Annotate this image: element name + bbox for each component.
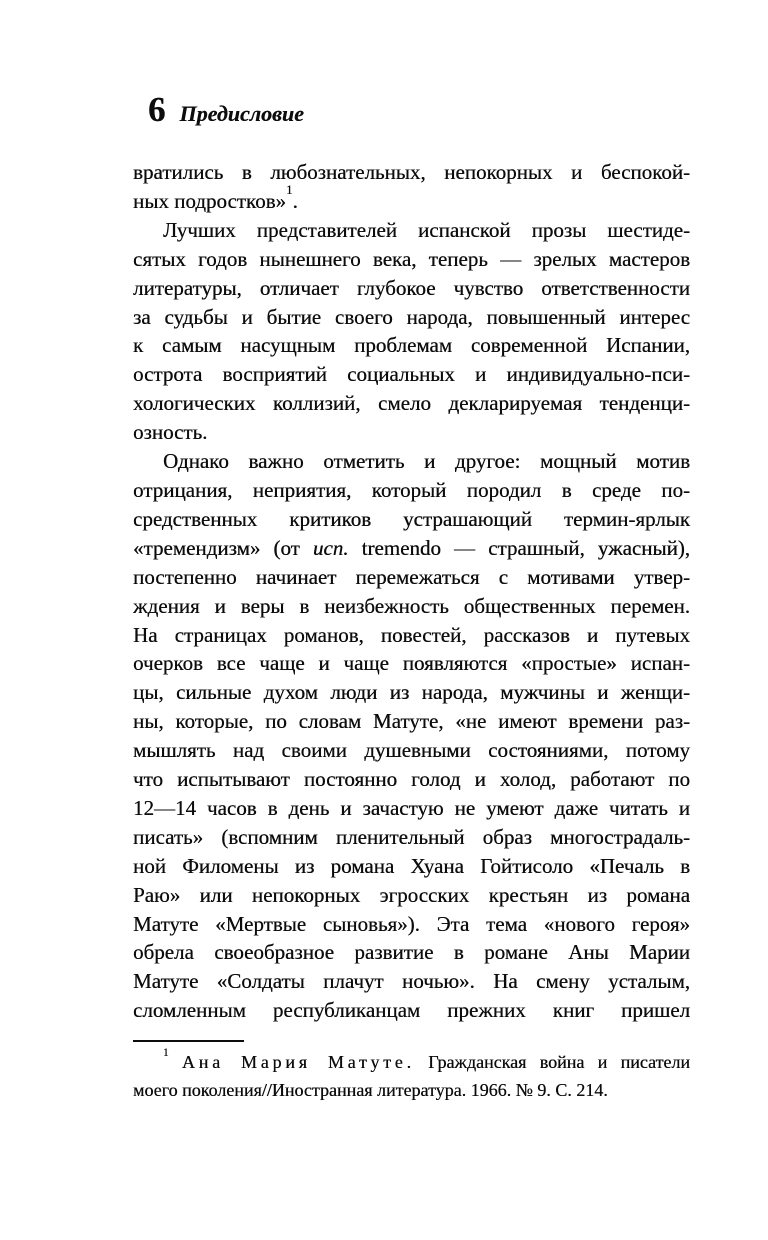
page-header	[148, 92, 304, 127]
text-segment: хологических коллизий, смело декларируемая тенденци-	[133, 391, 690, 416]
text-segment: Лучших представителей испанской прозы шестиде-	[163, 217, 690, 242]
text-segment: На страницах романов, повестей, рассказов и путевых	[133, 622, 690, 647]
text-line	[133, 910, 690, 939]
text-segment: ны, которые, по словам Матуте, «не имеют времени раз-	[133, 709, 690, 734]
text-line	[133, 1077, 690, 1105]
text-segment: Матуте «Мертвые сыновья»). Эта тема «нового героя»	[133, 911, 690, 936]
text-segment: постепенно начинает перемежаться с мотивами утвер-	[133, 564, 690, 589]
text-segment: ждения и веры в неизбежность общественных перемен.	[133, 593, 690, 618]
text-segment: писать» (вспомним пленительный образ многострадаль-	[133, 824, 690, 849]
text-line	[133, 534, 690, 563]
text-line	[133, 678, 690, 707]
text-segment: что испытывают постоянно голод и холод, работают по	[133, 767, 690, 792]
text-line	[133, 707, 690, 736]
text-line	[133, 765, 690, 794]
text-segment: «тремендизм» (от	[133, 535, 313, 560]
footnote-separator	[133, 1040, 244, 1042]
text-segment: Ана Мария Матуте.	[181, 1052, 415, 1072]
text-segment: озность.	[133, 420, 208, 445]
text-segment: средственных критиков устрашающий термин-ярлык	[133, 506, 690, 531]
text-line	[133, 389, 690, 418]
text-segment: очерков все чаще и чаще появляются «простые» испан-	[133, 651, 690, 676]
text-line	[133, 331, 690, 360]
text-line	[133, 274, 690, 303]
text-line	[133, 360, 690, 389]
running-title: Предисловие	[179, 101, 304, 126]
text-segment: сятых годов нынешнего века, теперь — зрелых мастеров	[133, 246, 690, 271]
text-line	[133, 852, 690, 881]
text-segment: Однако важно отметить и другое: мощный мотив	[163, 449, 690, 474]
page-number: 6	[148, 90, 166, 129]
text-line	[133, 938, 690, 967]
text-line	[133, 736, 690, 765]
text-line	[133, 476, 690, 505]
text-line	[133, 418, 690, 447]
text-segment: обрела своеобразное развитие в романе Аны Марии	[133, 940, 690, 965]
text-line	[133, 447, 690, 476]
text-segment: 12—14 часов в день и зачастую не умеют даже читать и	[133, 795, 690, 820]
text-line	[133, 158, 690, 187]
text-line	[133, 649, 690, 678]
text-segment	[169, 1052, 182, 1072]
text-segment: отрицания, неприятия, который породил в среде по-	[133, 477, 690, 502]
text-segment: Раю» или непокорных эгросских крестьян из романа	[133, 882, 690, 907]
text-line	[133, 967, 690, 996]
text-segment: моего поколения//Иностранная литература. 1966. № 9. С. 214.	[133, 1079, 608, 1100]
text-line	[133, 1046, 690, 1077]
text-segment: за судьбы и бытие своего народа, повышенный интерес	[133, 304, 690, 329]
footnote-reference: 1	[286, 182, 293, 198]
footnote	[133, 1046, 690, 1104]
text-segment: ных подростков»	[133, 188, 286, 213]
text-segment: исп.	[312, 535, 349, 560]
text-segment: к самым насущным проблемам современной Испании,	[133, 333, 690, 358]
text-segment: Гражданская война и писатели	[414, 1052, 690, 1072]
text-line	[133, 592, 690, 621]
text-line	[133, 505, 690, 534]
text-line	[133, 996, 690, 1025]
text-line	[133, 182, 690, 216]
text-line	[133, 621, 690, 650]
text-line	[133, 216, 690, 245]
text-segment: острота восприятий социальных и индивидуально-пси-	[133, 362, 690, 387]
text-segment: цы, сильные духом люди из народа, мужчины и женщи-	[133, 680, 690, 705]
text-line	[133, 881, 690, 910]
text-segment: ной Филомены из романа Хуана Гойтисоло «Печаль в	[133, 853, 690, 878]
text-line	[133, 245, 690, 274]
text-segment: .	[292, 188, 298, 213]
text-segment: мышлять над своими душевными состояниями, потому	[133, 738, 690, 763]
text-segment: вратились в любознательных, непокорных и беспокой-	[133, 160, 690, 184]
text-segment: Матуте «Солдаты плачут ночью». На смену усталым,	[133, 969, 690, 994]
text-line	[133, 303, 690, 332]
body-text	[133, 158, 690, 1025]
text-segment: литературы, отличает глубокое чувство ответственности	[133, 275, 690, 300]
text-line	[133, 794, 690, 823]
text-line	[133, 563, 690, 592]
footnote-reference: 1	[163, 1046, 169, 1059]
text-line	[133, 823, 690, 852]
text-segment: сломленным республиканцам прежних книг пришел	[133, 998, 690, 1023]
text-segment: tremendo — страшный, ужасный),	[348, 535, 690, 560]
